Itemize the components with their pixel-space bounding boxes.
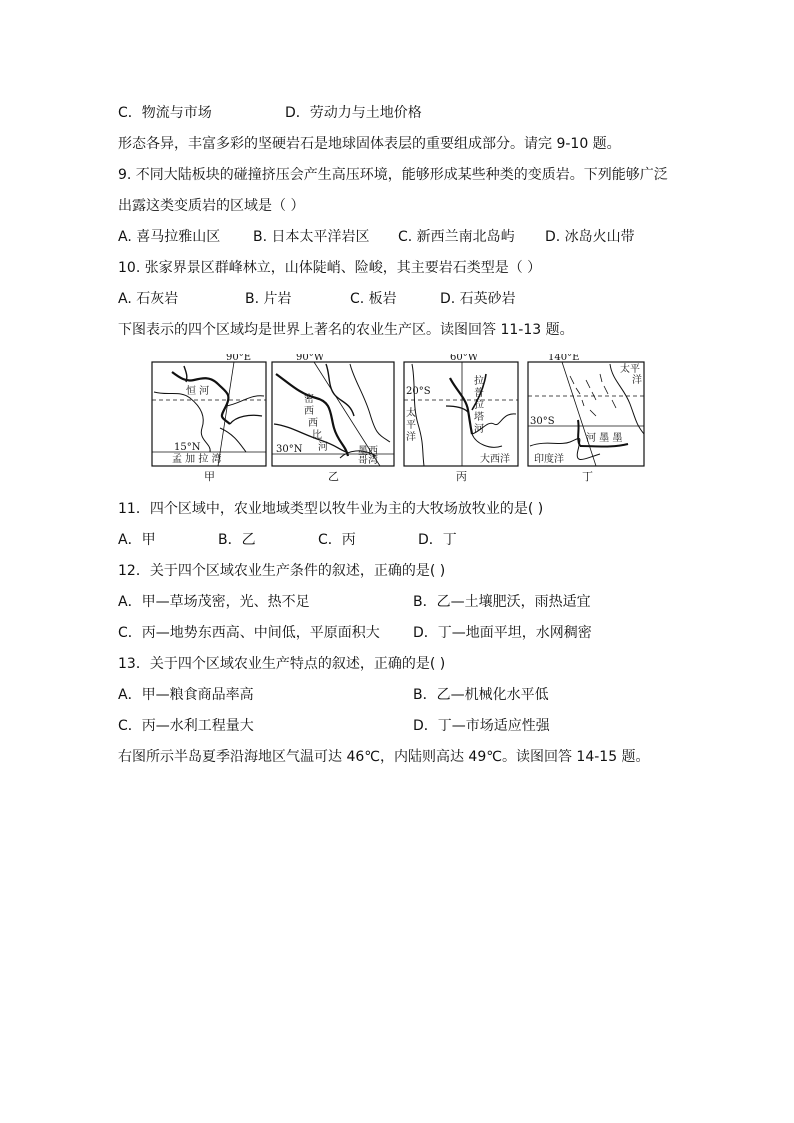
bing-river-char-2: 普 [474, 388, 484, 399]
intro-rocks: 形态各异，丰富多彩的坚硬岩石是地球固体表层的重要组成部分。请完 9-10 题。 [118, 136, 621, 152]
q9-option-a: A. 喜马拉雅山区 [118, 229, 221, 245]
bing-ocean-left-char-2: 平 [406, 420, 416, 431]
bing-river-char-1: 拉 [474, 376, 484, 387]
bing-ocean-left-char-3: 洋 [406, 432, 416, 443]
q11-option-d: D．丁 [418, 532, 457, 548]
q9-stem-line2: 出露这类变质岩的区域是（ ） [118, 198, 305, 214]
map-ding [528, 354, 644, 483]
bing-ocean-left-char-1: 太 [406, 408, 416, 419]
yi-gulf-label-1: 墨西 [358, 446, 378, 457]
q12-option-a: A．甲—草场茂密，光、热不足 [118, 594, 310, 610]
ding-ocean-bottom-label: 印度洋 [534, 454, 564, 465]
q9-option-c: C. 新西兰南北岛屿 [398, 229, 515, 245]
ding-ocean-top-2: 洋 [632, 375, 642, 386]
q12-option-b: B．乙—土壤肥沃，雨热适宜 [413, 594, 591, 610]
agriculture-maps-figure [150, 354, 650, 484]
yi-caption: 乙 [328, 470, 339, 483]
q11-option-b: B．乙 [218, 532, 256, 548]
bing-caption: 丙 [456, 470, 467, 483]
q10-option-b: B. 片岩 [245, 291, 292, 307]
ding-lon-label: 140°E [548, 354, 580, 363]
bing-ocean-right-label: 大西洋 [480, 454, 510, 465]
q11-stem: 11．四个区域中，农业地域类型以牧牛业为主的大牧场放牧业的是( ) [118, 501, 544, 517]
ding-ocean-top-1: 太平 [620, 364, 640, 375]
q13-option-d: D．丁—市场适应性强 [413, 718, 550, 734]
bing-lat-label: 20°S [406, 386, 431, 397]
jia-lon-label: 90°E [226, 354, 252, 363]
maps-svg [150, 354, 650, 484]
yi-river-char-2: 西 [304, 406, 314, 417]
map-jia [152, 354, 266, 483]
q9-option-d: D. 冰岛火山带 [545, 229, 635, 245]
yi-lon-label: 90°W [296, 354, 325, 363]
q10-option-c: C. 板岩 [350, 291, 397, 307]
yi-lat-label: 30°N [276, 444, 303, 455]
q8-option-d: D．劳动力与土地价格 [285, 105, 422, 121]
q13-option-c: C．丙—水利工程量大 [118, 718, 254, 734]
yi-river-char-1: 密 [304, 394, 314, 405]
q13-option-a: A．甲—粮食商品率高 [118, 687, 254, 703]
jia-lat-label: 15°N [174, 442, 201, 453]
q13-stem: 13．关于四个区域农业生产特点的叙述，正确的是( ) [118, 656, 446, 672]
q11-option-c: C．丙 [318, 532, 356, 548]
q10-option-a: A. 石灰岩 [118, 291, 179, 307]
q10-option-d: D. 石英砂岩 [440, 291, 516, 307]
q13-option-b: B．乙—机械化水平低 [413, 687, 549, 703]
ding-river-label: 河 墨 墨 [586, 433, 623, 444]
intro-agriculture: 下图表示的四个区域均是世界上著名的农业生产区。读图回答 11-13 题。 [118, 322, 574, 338]
q10-stem: 10. 张家界景区群峰林立，山体陡峭、险峻，其主要岩石类型是（ ） [118, 260, 542, 276]
map-yi [272, 354, 394, 483]
ding-caption: 丁 [582, 470, 593, 483]
bing-river-char-5: 河 [474, 424, 484, 435]
yi-river-char-4: 比 [312, 430, 322, 441]
q12-stem: 12．关于四个区域农业生产条件的叙述，正确的是( ) [118, 563, 446, 579]
q9-option-b: B. 日本太平洋岩区 [253, 229, 370, 245]
yi-river-char-3: 西 [308, 418, 318, 429]
jia-sea-label: 孟 加 拉 湾 [172, 454, 222, 465]
bing-river-char-4: 塔 [474, 412, 484, 423]
q12-option-c: C．丙—地势东西高、中间低，平原面积大 [118, 625, 380, 641]
map-bing [404, 354, 518, 483]
q12-option-d: D．丁—地面平坦，水网稠密 [413, 625, 592, 641]
yi-gulf-label-2: 哥湾 [358, 455, 378, 466]
bing-lon-label: 60°W [450, 354, 479, 363]
bing-river-char-3: 拉 [474, 400, 484, 411]
yi-river-char-5: 河 [318, 442, 328, 453]
ding-lat-label: 30°S [530, 416, 555, 427]
q8-option-c: C．物流与市场 [118, 105, 212, 121]
q9-stem-line1: 9. 不同大陆板块的碰撞挤压会产生高压环境，能够形成某些种类的变质岩。下列能够广泛 [118, 167, 668, 183]
q11-option-a: A．甲 [118, 532, 156, 548]
intro-peninsula: 右图所示半岛夏季沿海地区气温可达 46℃，内陆则高达 49℃。读图回答 14-15 题。 [118, 749, 650, 765]
jia-river-label: 恒 河 [186, 386, 210, 397]
jia-caption: 甲 [204, 470, 215, 483]
